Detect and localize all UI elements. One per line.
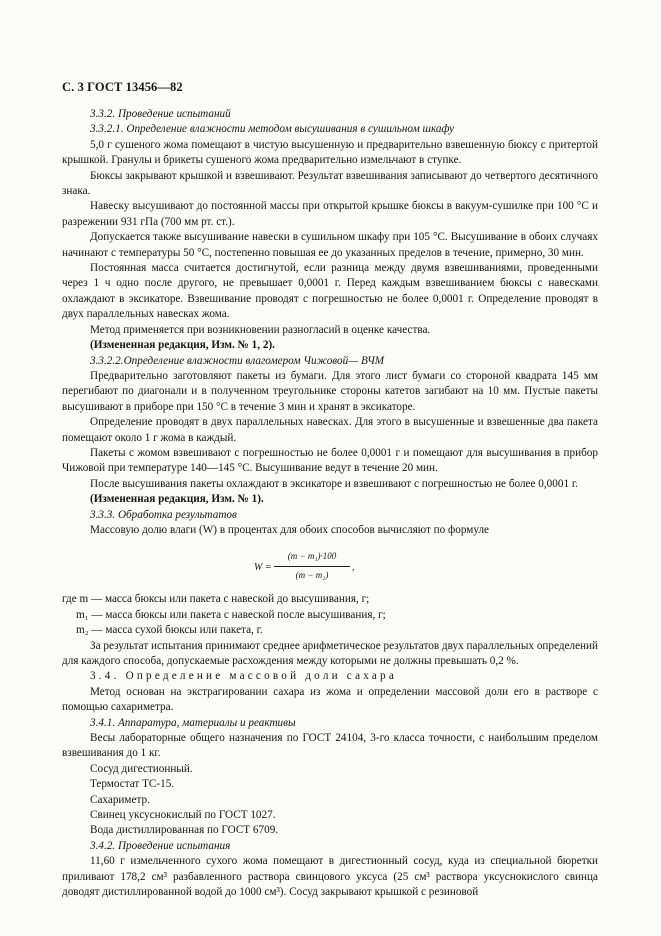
formula-fraction (274, 549, 350, 583)
definition-m2: m₂ — масса сухой бюксы или пакета, г. (76, 624, 263, 637)
section-heading: 3.3.2. Проведение испытаний (90, 108, 231, 120)
moisture-formula (62, 538, 598, 592)
paragraph: Пакеты с жомом взвешивают с погрешностью не более 0,0001 г и помещают для высушивания в прибор Чижовой при температуре 140—145 °С. Высушивание ведут в течение 20 мин. (62, 446, 598, 475)
subsection-heading: 3.3.2.2.Определение влажности влагомером Чижовой— ВЧМ (90, 354, 385, 367)
paragraph: 5,0 г сушеного жома помещают в чистую высушенную и предварительно взвешенную бюксу с притертой крышкой. Гранулы и брикеты сушеного жома предварительно измельчают в ступке. (62, 138, 598, 167)
list-item: Термостат ТС-15. (90, 778, 175, 791)
list-item: Свинец уксуснокислый по ГОСТ 1027. (90, 809, 276, 822)
formula-lhs: W = (254, 562, 272, 574)
definition-m: где m — масса бюксы или пакета с навеской до высушивания, г; (62, 593, 370, 606)
definition-m1: m₁ — масса бюксы или пакета с навеской после высушивания, г; (76, 608, 386, 621)
subsection-heading: 3.4.1. Аппаратура, материалы и реактивы (90, 716, 296, 729)
section-heading: 3.3.3. Обработка результатов (90, 508, 237, 521)
subsection-heading: 3.3.2.1. Определение влажности методом высушивания в сушильном шкафу (90, 123, 455, 136)
amendment-note: (Измененная редакция, Изм. № 1). (90, 493, 264, 506)
paragraph: Предварительно заготовляют пакеты из бумаги. Для этого лист бумаги со стороной квадрата 145 мм перегибают по диагонали и в полученном треугольнике стороны катетов загибают на 10 мм. Пустые пакеты высушивают в приборе при 150 °С в течение 3 мин и хранят в эксикаторе. (62, 369, 598, 413)
section-heading: 3.4. Определение массовой доли сахара (90, 670, 398, 683)
amendment-note: (Измененная редакция, Изм. № 1, 2). (90, 339, 275, 352)
variable-definitions (62, 592, 598, 638)
subsection-heading: 3.4.2. Проведение испытания (90, 839, 231, 852)
list-item: Вода дистиллированная по ГОСТ 6709. (90, 824, 279, 837)
paragraph: Весы лабораторные общего назначения по ГОСТ 24104, 3-го класса точности, с наибольшим пределом взвешивания до 1 кг. (62, 732, 598, 760)
list-item: Сосуд дигестионный. (90, 762, 193, 775)
document-body (62, 107, 598, 901)
page-header: С. 3 ГОСТ 13456—82 (62, 80, 183, 94)
paragraph: Определение проводят в двух параллельных навесках. Для этого в высушенные и взвешенные два пакета помещают около 1 г жома в каждый. (62, 416, 598, 444)
paragraph: После высушивания пакеты охлаждают в эксикаторе и взвешивают с погрешностью не более 0,0001 г. (90, 477, 578, 490)
paragraph: За результат испытания принимают среднее арифметическое результатов двух параллельных определений для каждого способа, допускаемые расхождения между которыми не должны превышать 0,2 %. (62, 639, 598, 667)
formula-comma: , (352, 562, 355, 574)
list-item: Сахариметр. (90, 793, 150, 806)
paragraph: Метод основан на экстрагировании сахара из жома и определении массовой доли его в растворе с помощью сахариметра. (62, 685, 598, 714)
paragraph: Массовую долю влаги (W) в процентах для обоих способов вычисляют по формуле (90, 523, 490, 536)
paragraph: Метод применяется при возникновении разногласий в оценке качества. (90, 323, 431, 336)
paragraph: Бюксы закрывают крышкой и взвешивают. Результат взвешивания записывают до четвертого десятичного знака. (62, 169, 598, 198)
formula-numerator: (m − m₁)·100 (274, 549, 350, 566)
paragraph: 11,60 г измельченного сухого жома помещают в дигестионный сосуд, куда из специальной бюретки приливают 178,2 см³ разбавленного раствора свинцового уксуса (25 см³ раствора уксуснокислого свинца доводят дистиллированной водой до 1000 см³). Сосуд закрывают крышкой с резиновой (62, 855, 598, 899)
paragraph: Постоянная масса считается достигнутой, если разница между двумя взвешиваниями, проведенными через 1 ч одно после другого, не превышает 0,0001 г. Перед каждым взвешиванием бюксы с навесками охлаждают в эксикаторе. Взвешивание проводят с погрешностью не более 0,0001 г. Определение проводят в двух параллельных навесках жома. (62, 262, 598, 321)
paragraph: Навеску высушивают до постоянной массы при открытой крышке бюксы в вакуум-сушилке при 100 °С и разрежении 931 гПа (700 мм рт. ст.). (62, 200, 598, 228)
paragraph: Допускается также высушивание навески в сушильном шкафу при 105 °С. Высушивание в обоих случаях начинают с температуры 50 °С, постепенно повышая ее до указанных пределов в течение, примерно, 30 мин. (62, 231, 598, 259)
formula-denominator: (m − m₂) (295, 569, 329, 580)
